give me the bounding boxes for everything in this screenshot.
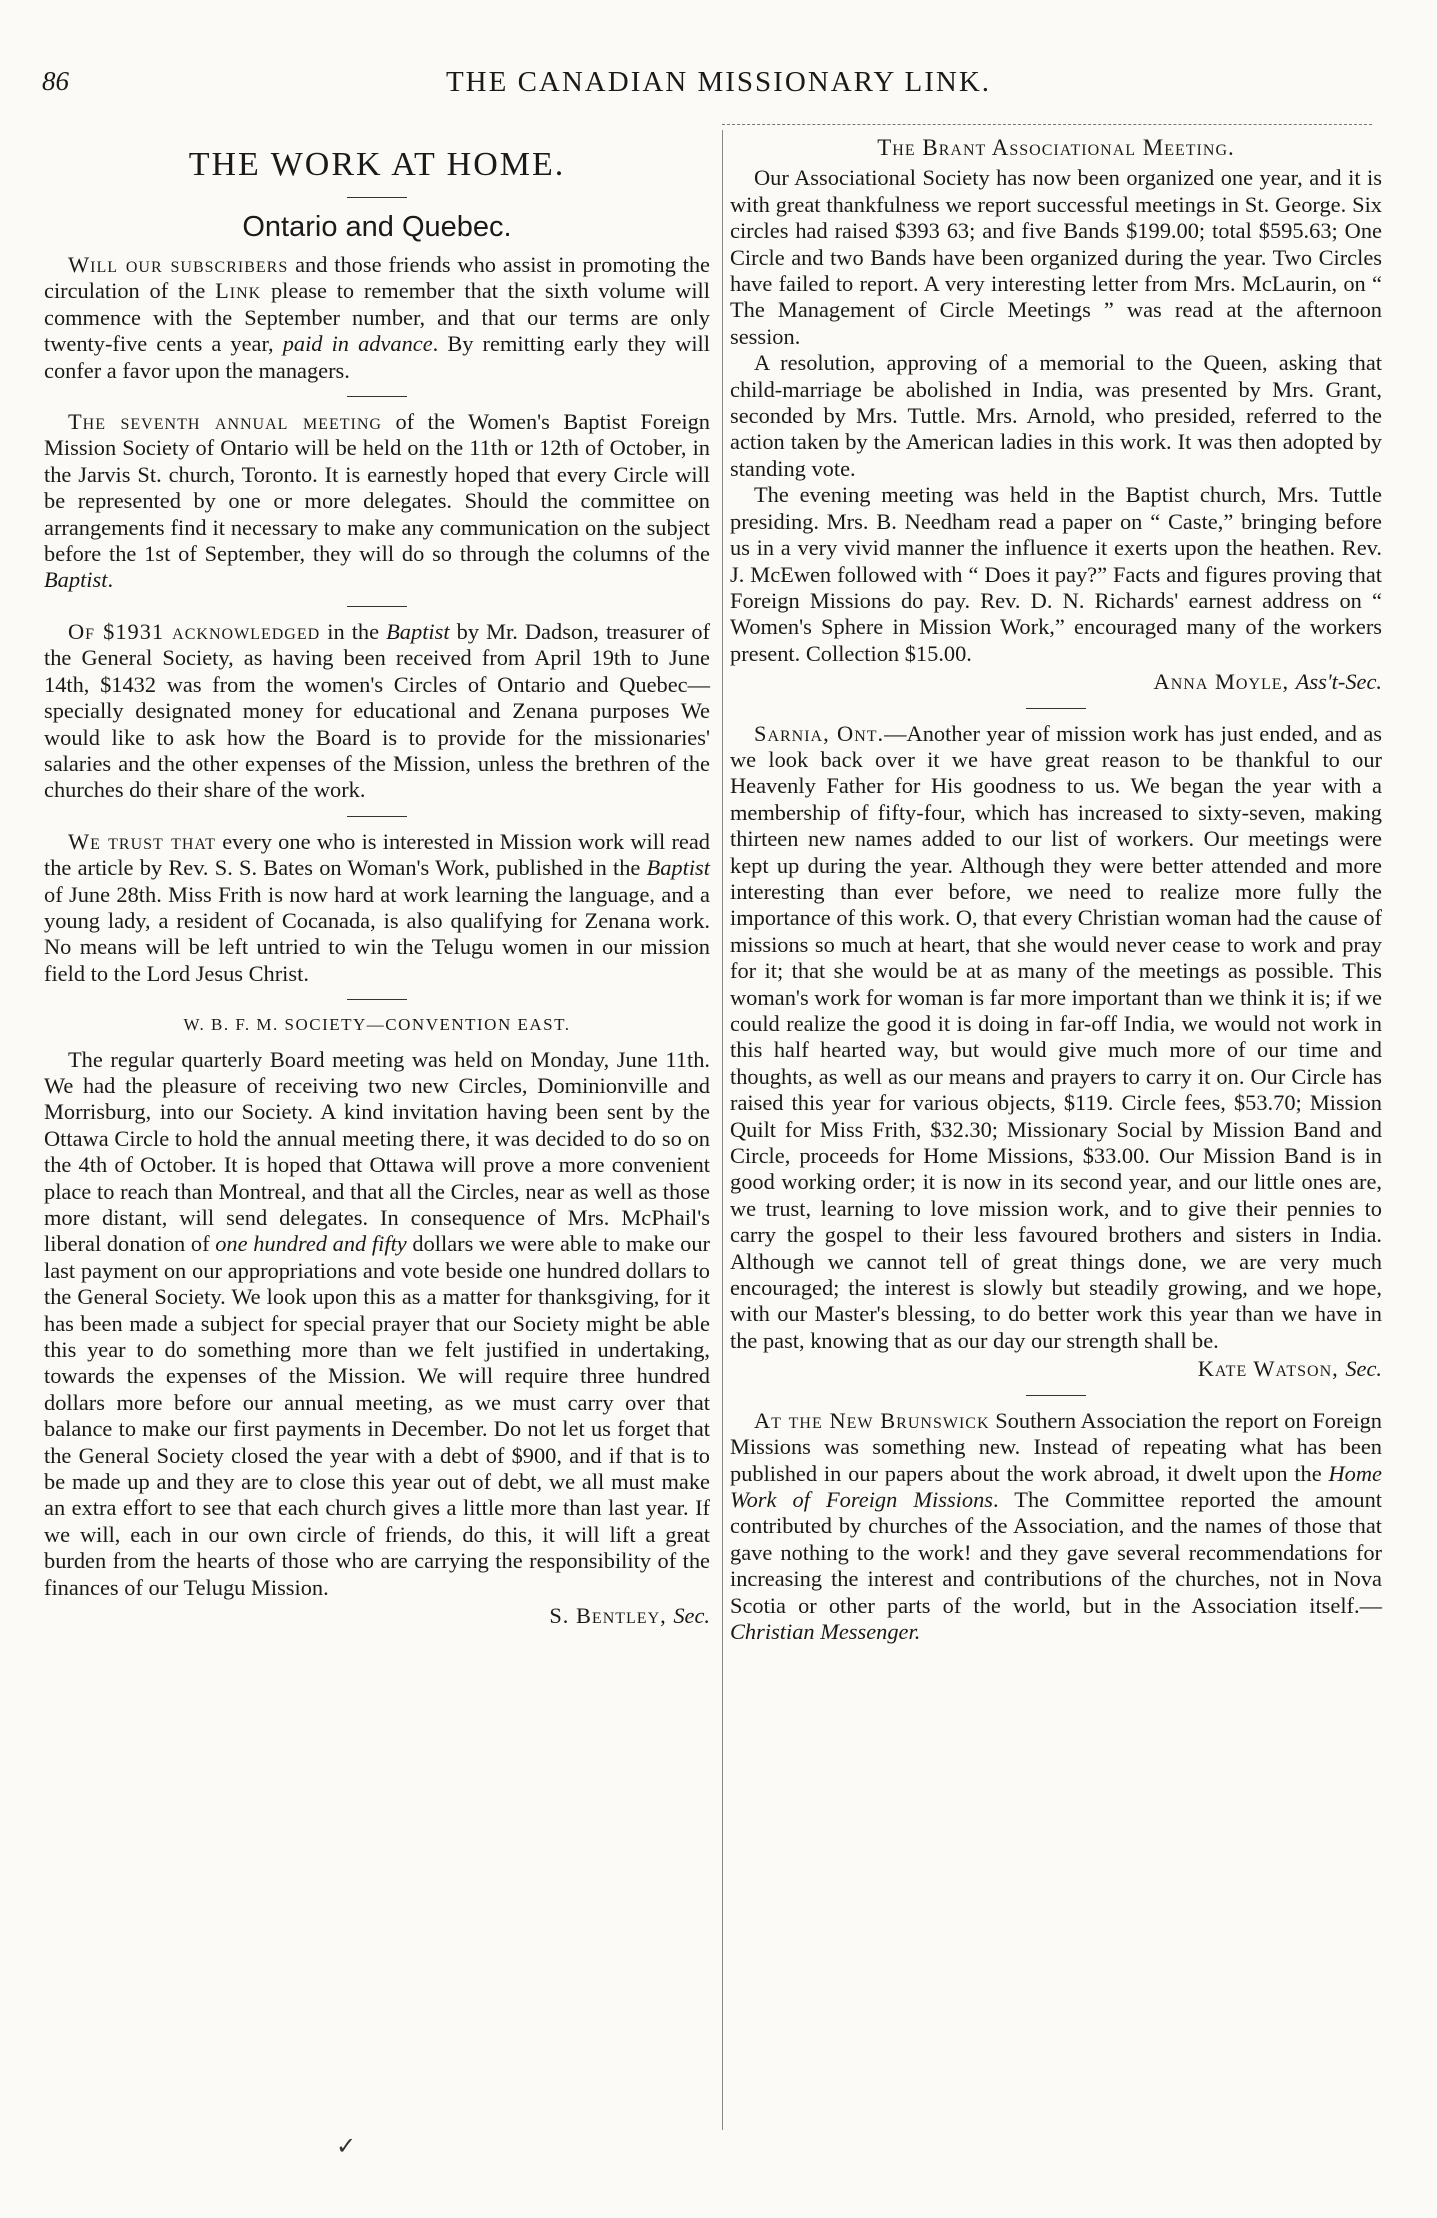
notice-annual-meeting: The seventh annual meeting of the Women's Baptist Foreign Mission Society of Ontario will be held on the 11th or 12th of October, in the Jarvis St. church, Toronto. It is earnestly hoped that every Circle will be represented by one or more delegates. Should the committee on arrangements find it necessary to make any communication on the subject before the 1st of September, they will do so through the columns of the Baptist. [44,409,710,593]
convention-report: The regular quarterly Board meeting was held on Monday, June 11th. We had the pleasure of receiving two new Circles, Dominionville and Morrisburg, into our Society. A kind invitation having been sent by the Ottawa Circle to hold the annual meeting there, it was decided to do so on the 4th of October. It is hoped that Ottawa will prove a more convenient place to reach than Montreal, and that all the Circles, near as well as those more distant, will send delegates. In consequence of Mrs. McPhail's liberal donation of one hundred and fifty dollars we were able to make our last payment on our appropriations and vote beside one hundred dollars to the General Society. We look upon this as a matter for thanksgiving, for it has been made a subject for special prayer that our Society might be able this year to do something more than we felt justified in undertaking, towards the expenses of the Mission. We will require three hundred dollars more before our annual meeting, as we must carry over that balance to make our first payments in December. Do not let us forget that the General Society closed the year with a debt of $900, and if that is to be made up and they are to close this year out of debt, we all must make an extra effort to see that each church gives a little more than last year. If we will, each in our own circle of friends, do this, it will lift a great burden from the hearts of those who are carrying the responsibility of the finances of our Telugu Mission. [44,1046,711,1600]
new-brunswick-report: At the New Brunswick Southern Association the report on Foreign Missions was something new. Instead of repeating what has been published in our papers about the work abroad, it dwelt upon the Home Work of Foreign Missions. The Committee reported the amount contributed by churches of the Association, and the names of those that gave nothing to the work! and they gave several recommendations for increasing the interest and contributions of the churches, not in Nova Scotia or other parts of the world, but in the Association itself.—Christian Messenger. [730,1407,1383,1644]
section-subtitle: Ontario and Quebec. [242,211,512,243]
rule [1026,1395,1086,1396]
brant-heading: The Brant Associational Meeting. [877,135,1235,160]
notice-we-trust: We trust that every one who is interested in Mission work will read the article by Rev. S. S. Bates on Woman's Work, published in the Baptist of June 28th. Miss Frith is now hard at work learning the language, and a young lady, a resident of Cocanada, is also qualifying for Zenana work. No means will be left untried to win the Telugu women in our mission field to the Lord Jesus Christ. [44,828,710,986]
column-divider [722,130,723,2130]
page-number: 86 [42,66,69,96]
stray-mark: ✓ [336,2134,357,2160]
journal-title: THE CANADIAN MISSIONARY LINK. [445,66,992,98]
brant-paragraph-2: A resolution, approving of a memorial to the Queen, asking that child-marriage be abolished in India, was presented by Mrs. Grant, seconded by Mrs. Tuttle. Mrs. Arnold, who presided, referred to the action taken by the American ladies in this work. It was then adopted by standing vote. [730,350,1382,481]
notice-subscribers: Will our subscribers and those friends who assist in promoting the circulation of the Link please to remember that the sixth volume will commence with the September number, and that our terms are only twenty-five cents a year, paid in advance. By remitting early they will confer a favor upon the managers. [44,252,710,383]
section-title: THE WORK AT HOME. [188,146,566,183]
sarnia-report: Sarnia, Ont.—Another year of mission work has just ended, and as we look back over it we have great reason to be thankful to our Heavenly Father for His goodness to us. We began the year with a membership of fifty-four, which has increased to sixty-seven, making thirteen new names added to our list of workers. Our meetings were kept up during the year. Although they were better attended and more interesting than ever before, we need to realize more fully the importance of this work. O, that every Christian woman had the cause of missions so much at heart, that she would never cease to work and pray for it; that she would be at as many of the meetings as possible. This woman's work for woman is far more important than we think it is; if we could realize the good it is doing in far-off India, we would not work in this half hearted way, but would give much more of our time and thoughts, as well as our means and prayers to carry it on. Our Circle has raised this year for various objects, $119. Circle fees, $53.70; Mission Quilt for Miss Frith, $32.30; Missionary Social by Mission Band and Circle, proceeds for Home Missions, $33.00. Our Mission Band is in good working order; it is now in its second year, and our little ones are, we trust, learning to love mission work, and to give their pennies to carry the gospel to their less favoured brothers and sisters in India. Although we cannot tell of great things done, we are very much encouraged; the interest is slowly but steadily growing, and we hope, with our Master's blessing, to do better work this year than we have in the past, knowing that as our day our strength shall be. [730,720,1382,1353]
running-head [0,66,1437,106]
notice-acknowledged: Of $1931 acknowledged in the Baptist by Mr. Dadson, treasurer of the General Society, as having been received from April 19th to June 14th, $1432 was from the women's Circles of Ontario and Quebec—specially designated money for educational and Zenana purposes We would like to ask how the Board is to provide for the missionaries' salaries and the other expenses of the Mission, unless the brethren of the churches do their share of the work. [44,618,710,803]
brant-paragraph-1: Our Associational Society has now been organized one year, and it is with great thankfulness we report successful meetings in St. George. Six circles had raised $393 63; and five Bands $199.00; total $595.63; One Circle and two Bands have been organized during the year. Two Circles have failed to report. A very interesting letter from Mrs. McLaurin, on “ The Management of Circle Meetings ” was read at the afternoon session. [730,165,1382,349]
signature-watson: Kate Watson, Sec. [1197,1356,1382,1382]
signature-moyle: Anna Moyle, Ass't-Sec. [1153,669,1382,695]
rule [347,606,407,607]
rule [347,999,407,1000]
brant-paragraph-3: The evening meeting was held in the Baptist church, Mrs. Tuttle presiding. Mrs. B. Needham read a paper on “ Caste,” bringing before us in a very vivid manner the influence it exerts upon the heathen. Rev. J. McEwen followed with “ Does it pay?” Facts and figures proving that Foreign Missions do pay. Rev. D. N. Richards' earnest address on “ Women's Sphere in Mission Work,” encouraged many of the workers present. Collection $15.00. [730,482,1382,666]
rule [347,396,407,397]
rule [1026,708,1086,709]
right-column [730,135,1382,1645]
convention-heading: W. B. F. M. SOCIETY—CONVENTION EAST. [183,1015,571,1035]
left-column [44,135,710,1630]
rule [347,197,407,198]
signature-bentley: S. Bentley, Sec. [549,1603,710,1629]
rule [347,816,407,817]
header-rule [722,124,1372,125]
